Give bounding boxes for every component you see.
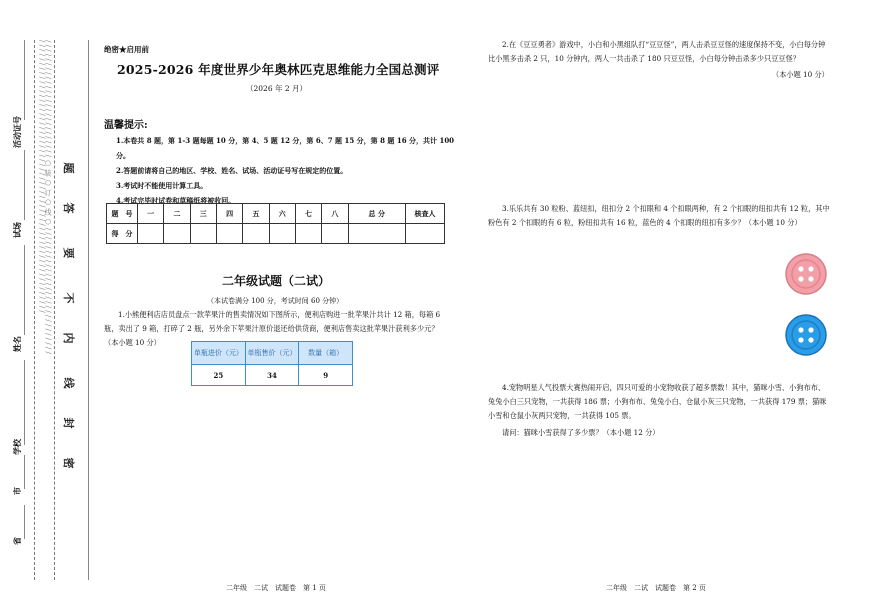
field-city-line[interactable] (24, 455, 25, 489)
field-id-line[interactable] (24, 40, 25, 120)
tip-item: 4.考试完毕时试卷和草稿纸将被收回。 (116, 196, 236, 205)
field-province-label: 省 (12, 537, 22, 545)
score-table-cell: 二 (164, 204, 190, 224)
pink-button-icon (785, 253, 827, 295)
price-table-value: 9 (299, 365, 353, 386)
secret-mark: 绝密★启用前 (104, 45, 149, 54)
score-table-score-row (107, 224, 445, 244)
score-table-cell: 总 分 (348, 204, 406, 224)
tips-list (116, 133, 456, 208)
page-2-footer: 二年级 二试 试题卷 第 2 页 (606, 584, 706, 592)
exam-date: （2026 年 2 月） (246, 84, 308, 93)
score-input-cell[interactable] (190, 224, 216, 244)
price-table-header-row (192, 342, 353, 365)
price-table-header: 单瓶售价（元） (245, 342, 299, 365)
score-table-cell: 一 (138, 204, 164, 224)
score-table-cell: 题 号 (107, 204, 138, 224)
exam-subtitle: （本试卷满分 100 分，考试时间 60 分钟） (207, 297, 344, 305)
tip-item: 2.答题前请将自己的地区、学校、姓名、试场、活动证号写在规定的位置。 (116, 166, 348, 175)
binding-dots-left: / / / / / / / / / / / / / / / / / / / / / / / / / / / / / / / / / / / / / / / / / / / / / / / / / / / / / / / / / / / / (38, 40, 46, 313)
price-table-value: 34 (245, 365, 299, 386)
score-table-header-row (107, 204, 445, 224)
price-table-header: 单瓶进价（元） (192, 342, 246, 365)
tip-item: 1.本卷共 8 题，第 1-3 题每题 10 分，第 4、5 题 12 分，第 6、7 题 15 分，第 8 题 16 分，共计 100 分。 (116, 136, 455, 160)
binding-dash-line-right (54, 40, 55, 580)
exam-main-title: 2025-2026 年度世界少年奥林匹克思维能力全国总测评 (117, 62, 440, 77)
seal-char: 不 (62, 292, 75, 304)
field-exam-room-label: 试场 (12, 222, 22, 238)
score-table-cell: 五 (243, 204, 269, 224)
field-school-line[interactable] (24, 360, 25, 445)
question-2-text: 2.在《豆豆勇者》游戏中，小白和小黑组队打“豆豆怪”，两人击杀豆豆怪的速度保持不变，小白每分钟比小黑多击杀 2 只，10 分钟内，两人一共击杀了 180 只豆豆怪，小白每分钟击杀多少只豆豆怪？ (488, 40, 826, 63)
blue-button-icon (785, 314, 827, 356)
field-province-line[interactable] (24, 505, 25, 539)
page-1-footer: 二年级 二试 试题卷 第 1 页 (226, 584, 326, 592)
score-input-cell[interactable] (164, 224, 190, 244)
tip-item: 3.考试时不能使用计算工具。 (116, 181, 208, 190)
question-2-points: （本小题 10 分） (772, 70, 829, 79)
price-table-value: 25 (192, 365, 246, 386)
binding-dash-line-left (34, 40, 35, 580)
question-1-price-table (191, 341, 353, 386)
seal-char: 答 (62, 202, 75, 214)
score-input-cell[interactable] (322, 224, 348, 244)
seal-char: 密 (62, 457, 75, 469)
score-input-cell[interactable] (348, 224, 406, 244)
exam-title: 二年级试题（二试） (222, 274, 331, 288)
seal-char: 线 (62, 377, 75, 389)
score-input-cell[interactable] (243, 224, 269, 244)
score-table-cell: 七 (295, 204, 321, 224)
question-3-text: 3.乐乐共有 30 粒粉、蓝纽扣，纽扣分 2 个扣眼和 4 个扣眼两种，有 2 个扣眼的纽扣共有 12 粒，其中粉色有 2 个扣眼的有 6 粒，粉纽扣共有 16 粒，蓝色的 4 个扣眼的纽扣有多少？（本小题 10 分） (488, 204, 830, 227)
score-input-cell[interactable] (295, 224, 321, 244)
score-table-cell: 四 (216, 204, 242, 224)
score-table-cell: 八 (322, 204, 348, 224)
question-4-question: 请问：猫咪小雪获得了多少票？（本小题 12 分） (502, 428, 660, 437)
score-table-cell: 六 (269, 204, 295, 224)
binding-dots-right: / / / / / / / / / / / / / / / / / / / / / / / / / / ○ 装 ○ 订 ○ 线 ○ / / / / / / / / / / / / / / / / / / / / / / / / / / / / (44, 40, 52, 354)
field-id-label: 活动证号 (12, 116, 22, 148)
score-input-cell[interactable] (406, 224, 445, 244)
field-name-label: 姓名 (12, 336, 22, 352)
question-1-text: 1.小熊便利店店员盘点一款苹果汁的售卖情况如下图所示，便利店购进一批苹果汁共计 12 箱，每箱 6 瓶，卖出了 9 箱，打碎了 2 瓶，另外余下苹果汁原价退还给供货商，便利店售卖这批苹果汁获利多少元？（本小题 10 分） (104, 310, 441, 347)
score-input-cell[interactable] (138, 224, 164, 244)
price-table-header: 数量（箱） (299, 342, 353, 365)
score-input-cell[interactable] (216, 224, 242, 244)
seal-char: 封 (62, 417, 75, 429)
score-table-cell: 三 (190, 204, 216, 224)
field-city-label: 市 (12, 487, 22, 495)
score-table-cell: 得 分 (107, 224, 138, 244)
tips-title: 温馨提示: (104, 120, 148, 131)
field-name-line[interactable] (24, 245, 25, 335)
seal-char: 要 (62, 247, 75, 259)
seal-char: 内 (62, 332, 75, 344)
binding-seal-line (88, 40, 89, 580)
field-exam-room-line[interactable] (24, 150, 25, 220)
score-table (106, 203, 445, 244)
score-input-cell[interactable] (269, 224, 295, 244)
price-table-value-row (192, 365, 353, 386)
seal-char: 题 (62, 162, 75, 174)
field-school-label: 学校 (12, 439, 22, 455)
score-table-cell: 核查人 (406, 204, 445, 224)
question-4-text: 4.宠物明星人气投票大赛热闹开启，四只可爱的小宠物收获了超多票数！其中，猫咪小雪、小狗布布、兔兔小白三只宠物，一共获得 186 票；小狗布布、兔兔小白、仓鼠小灰三只宠物，一共获得 179 票；猫咪小雪和仓鼠小灰两只宠物，一共获得 105 票。 (488, 383, 827, 420)
